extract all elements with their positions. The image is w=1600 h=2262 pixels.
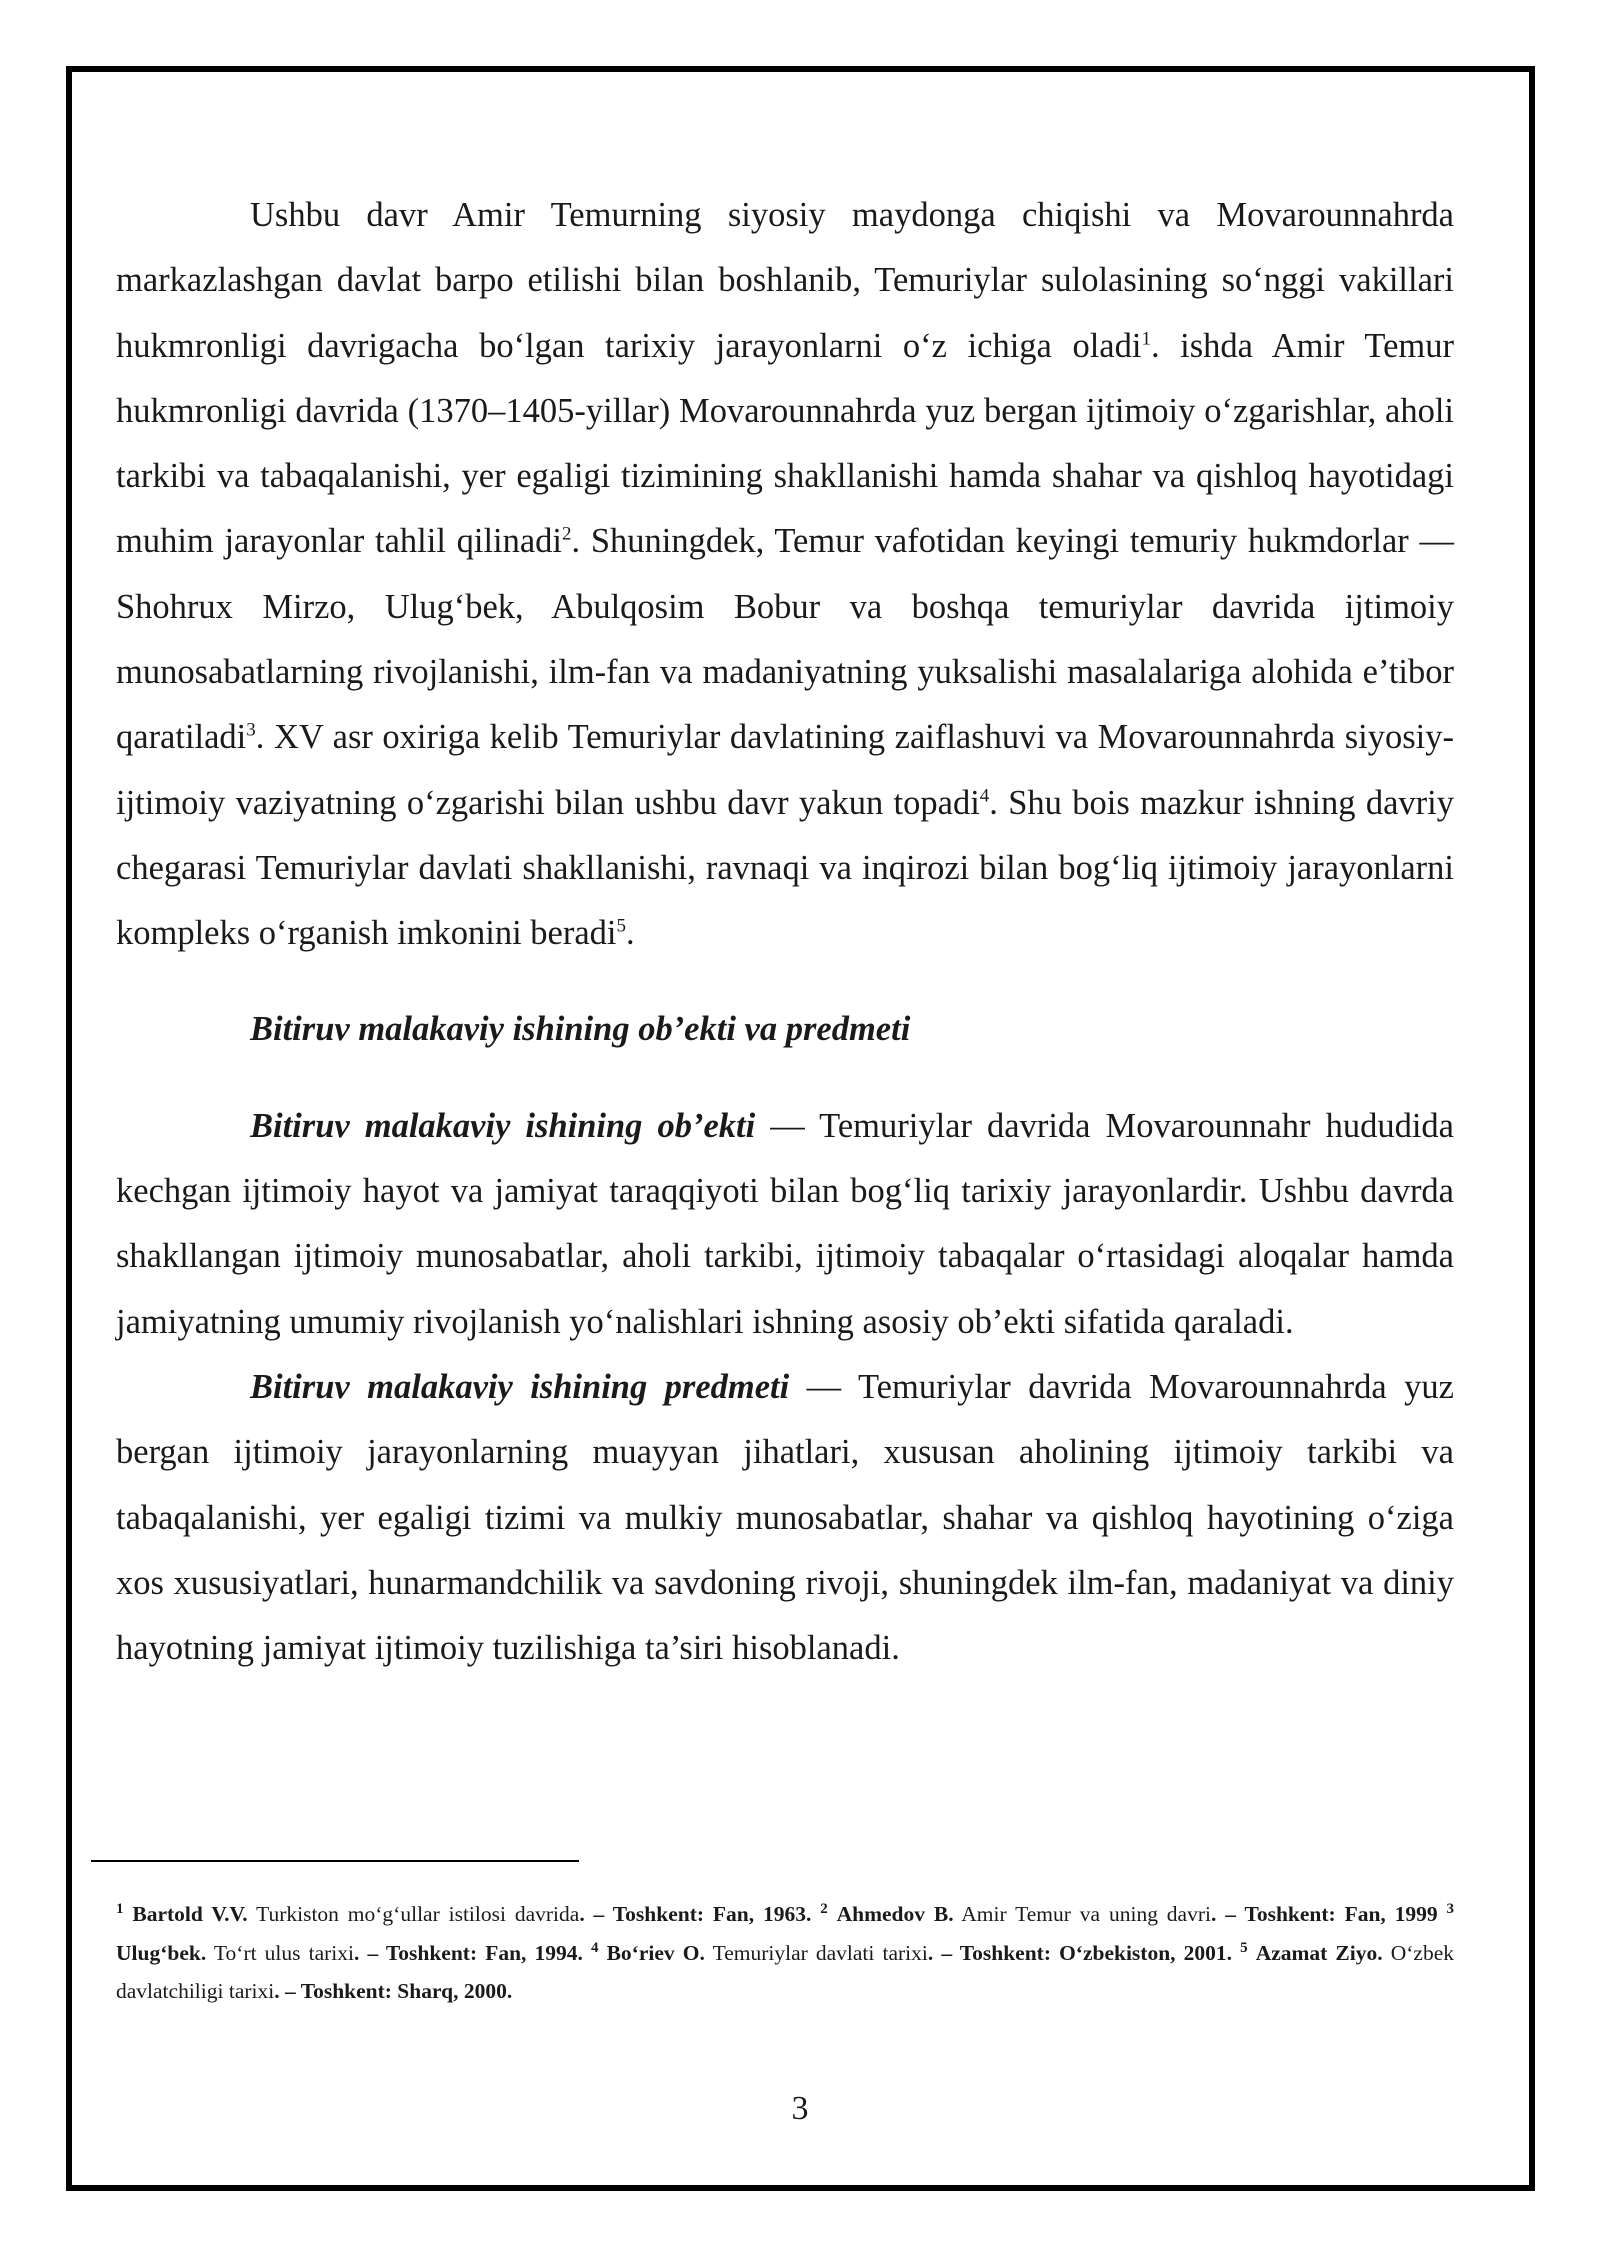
page-number: 3: [791, 2090, 809, 2127]
footnote-title: To‘rt ulus tarixi: [206, 1940, 354, 1965]
footnote-number: 4: [591, 1939, 599, 1956]
footnote-number: 2: [820, 1900, 828, 1917]
subject-text: — Temuriylar davrida Movarounnahrda yuz bergan ijtimoiy jarayonlarning muayyan jihatlari, xususan aholining ijtimoiy tarkibi va tabaqalanishi, yer egaligi tizimi va mulkiy munosabatlar, shahar va qishloq hayotining o‘ziga xos xususiyatlari, hunarmandchilik va savdoning rivoji, shuningdek ilm-fan, madaniyat va diniy hayotning jamiyat ijtimoiy tuzilishiga ta’siri hisoblanadi.: [116, 1368, 1454, 1668]
footnote-separator: [91, 1860, 579, 1862]
intro-text: . ishda Amir Temur hukmronligi davrida (1370–1405-yillar) Movarounnahrda yuz bergan ijtimoiy o‘zgarishlar, aholi tarkibi va tabaqalanishi, yer egaligi tizimining shakllanishi hamda shahar va qishloq hayotidagi muhim jarayonlar tahlil qilinadi: [116, 326, 1454, 561]
intro-text: .: [626, 914, 635, 953]
footnote-number: 3: [1446, 1900, 1455, 1917]
footnote-ref-3[interactable]: 3: [246, 719, 256, 741]
footnotes: [116, 1895, 1454, 2011]
document-body: [116, 183, 1454, 1682]
section-heading: Bitiruv malakaviy ishining ob’ekti va predmeti: [250, 1009, 911, 1048]
footnote-2: [820, 1902, 1446, 1926]
footnote-publisher: . – Toshkent: Fan, 1994.: [353, 1940, 591, 1965]
intro-text: Ushbu davr Amir Temurning siyosiy maydonga chiqishi va Movarounnahrda markazlashgan davlat barpo etilishi bilan boshlanib, Temuriylar sulolasining so‘nggi vakillari hukmronligi davrigacha bo‘lgan tarixiy jarayonlarni o‘z ichiga oladi: [116, 196, 1454, 365]
footnote-ref-4[interactable]: 4: [979, 785, 990, 807]
footnote-title: Temuriylar davlati tarixi: [704, 1940, 928, 1965]
footnote-author: Bo‘riev O.: [606, 1940, 705, 1965]
footnote-ref-1[interactable]: 1: [1141, 328, 1151, 350]
object-term: Bitiruv malakaviy ishining ob’ekti: [250, 1106, 756, 1145]
intro-text: . Shu bois mazkur ishning davriy chegarasi Temuriylar davlati shakllanishi, ravnaqi va inqirozi bilan bog‘liq ijtimoiy jarayonlarni kompleks o‘rganish imkonini beradi: [116, 783, 1454, 953]
footnote-author: Ulug‘bek.: [116, 1940, 207, 1965]
footnote-ref-2[interactable]: 2: [562, 523, 572, 545]
footnote-number: 5: [1240, 1939, 1248, 1956]
footnote-number: 1: [116, 1900, 124, 1917]
intro-text: . XV asr oxiriga kelib Temuriylar davlatining zaiflashuvi va Movarounnahrda siyosiy-ijtimoiy vaziyatning o‘zgarishi bilan ushbu davr yakun topadi: [116, 718, 1454, 822]
footnote-publisher: . – Toshkent: Fan, 1963.: [579, 1902, 821, 1926]
object-text: — Temuriylar davrida Movarounnahr hududida kechgan ijtimoiy hayot va jamiyat taraqqiyoti bilan bog‘liq tarixiy jarayonlardir. Ushbu davrda shakllangan ijtimoiy munosabatlar, aholi tarkibi, ijtimoiy tabaqalar o‘rtasidagi aloqalar hamda jamiyatning umumiy rivojlanish yo‘nalishlari ishning asosiy ob’ekti sifatida qaraladi.: [116, 1106, 1454, 1341]
footnote-publisher: . – Toshkent: Fan, 1999: [1211, 1902, 1447, 1926]
footnote-title: Amir Temur va uning davri: [953, 1902, 1211, 1926]
footnote-1: [116, 1902, 820, 1926]
object-paragraph: [116, 1094, 1454, 1355]
footnote-ref-5[interactable]: 5: [616, 915, 627, 937]
intro-text: . Shuningdek, Temur vafotidan keyingi temuriy hukmdorlar — Shohrux Mirzo, Ulug‘bek, Abulqosim Bobur va boshqa temuriylar davrida ijtimoiy munosabatlarning rivojlanishi, ilm-fan va madaniyatning yuksalishi masalalariga alohida e’tibor qaratiladi: [116, 522, 1454, 757]
footnote-4: [591, 1941, 1232, 1965]
footnote-title: O‘zbek davlatchiligi tarixi: [116, 1940, 1454, 2003]
footnote-publisher: . – Toshkent: O‘zbekiston, 2001.: [927, 1940, 1233, 1965]
subject-paragraph: [116, 1355, 1454, 1681]
intro-paragraph: [116, 183, 1454, 967]
footnote-author: Ahmedov B.: [836, 1902, 954, 1926]
footnote-title: Turkiston mo‘g‘ullar istilosi davrida: [247, 1902, 580, 1926]
footnote-author: Azamat Ziyo.: [1255, 1940, 1383, 1965]
subject-term: Bitiruv malakaviy ishining predmeti: [250, 1368, 790, 1407]
footnote-publisher: . – Toshkent: Sharq, 2000.: [274, 1979, 513, 2003]
footnote-author: Bartold V.V.: [132, 1902, 248, 1926]
